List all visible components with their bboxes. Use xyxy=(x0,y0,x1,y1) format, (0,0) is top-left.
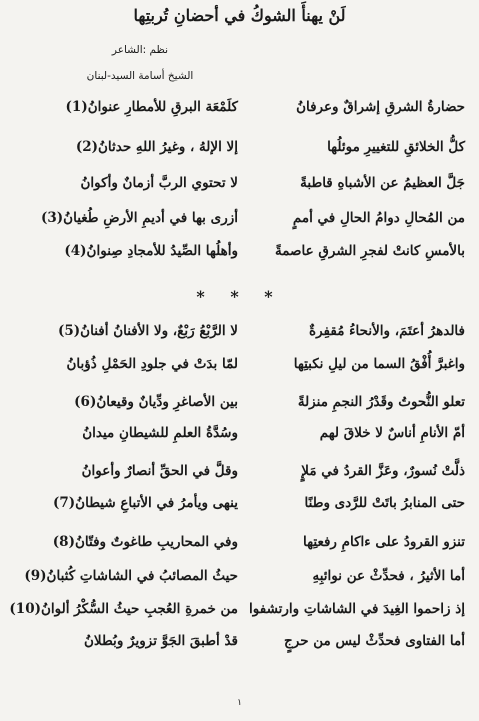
poem-title: لَنْ يهنأَ الشوكُ في أحضانِ تُربتِها xyxy=(133,6,346,25)
verse-left: من خمرةِ العُجبِ حيثُ السُّكْرُ ألوانُ(10) xyxy=(9,601,238,617)
verse-right: واغبرَّ أُفْقُ السما من ليلِ نكبتِها xyxy=(293,356,465,372)
verse-right: من المُحالِ دوامُ الحالِ في أممٍ xyxy=(292,210,465,226)
verse-right: فالدهرُ أعتَمَ، والأنحاءُ مُقفِرةٌ xyxy=(309,323,465,339)
poet-label: نظم :الشاعر xyxy=(111,44,169,56)
verse-left: ينهى ويأمرُ في الأتباعِ شيطانُ(7) xyxy=(52,495,238,511)
verse-right: أمّ الأنامِ أناسٌ لا خلاقَ لهم xyxy=(319,425,465,441)
verse-left: حيثُ المصائبُ في الشاشاتِ كُثبانُ(9) xyxy=(24,568,238,584)
verse-right: إذ زاحموا الغِيدَ في الشاشاتِ وارتشفوا xyxy=(249,601,465,617)
verse-left: أزرى بها في أديمِ الأرضِ طُغيانُ(3) xyxy=(41,210,238,226)
verse-right: تعلو النُّحوتُ وقَدْرُ النجمِ منزلةً xyxy=(297,394,465,410)
verse-right: كلُّ الخلائقِ للتغييرِ موئلُها xyxy=(327,139,465,155)
verse-left: وسُدَّةُ العلمِ للشيطانِ ميدانُ xyxy=(82,425,238,441)
stanza-separator: * * * xyxy=(196,287,283,306)
verse-right: حتى المنابرُ باتَتْ للرَّدى وطنًا xyxy=(304,495,465,511)
verse-right: ذلَّتْ نُسورٌ، وعَزَّ القردُ في مَلإٍ xyxy=(301,463,465,479)
verse-left: لا الرَّبْعُ رَبْعٌ، ولا الأفنانُ أفنانُ(5) xyxy=(58,323,238,339)
verse-left: بين الأصاغرِ ودِّيانٌ وقيعانُ(6) xyxy=(74,394,238,410)
verse-right: أما الأثيرُ ، فحدِّثْ عن نوائبِهِ xyxy=(312,568,465,584)
verse-left: إلا الإلهُ ، وغيرُ اللهِ حدثانُ(2) xyxy=(75,139,238,155)
verse-left: وقلَّ في الحقِّ أنصارٌ وأعوانُ xyxy=(81,463,238,479)
verse-left: كلَمْعَة البرقِ للأمطارِ عنوانُ(1) xyxy=(65,99,238,115)
page-number: ١ xyxy=(237,698,242,708)
verse-right: حضارةُ الشرقِ إشراقٌ وعرفانُ xyxy=(296,99,465,115)
verse-left: لمّا بدَتْ في جلودِ الحَمْلِ ذُؤبانُ xyxy=(66,356,238,372)
verse-right: تنزو القرودُ على ءاكامِ رفعتِها xyxy=(303,534,465,550)
verse-right: أما الفتاوى فحدِّثْ ليس من حرجٍ xyxy=(284,633,465,649)
verse-right: جَلَّ العظيمُ عن الأشباهِ قاطبةً xyxy=(300,175,465,191)
verse-left: لا تحتوي الربَّ أزمانٌ وأكوانُ xyxy=(80,175,238,191)
verse-right: بالأمسِ كانتْ لفجرِ الشرقِ عاصمةً xyxy=(275,243,465,259)
poet-name: الشيخ أسامة السيد-لبنان xyxy=(86,70,194,82)
verse-left: قدْ أطبقَ الجَوَّ تزويرٌ وبُطلانُ xyxy=(84,633,238,649)
verse-left: وأهلُها الصِّيدُ للأمجادِ صِنوانُ(4) xyxy=(64,243,238,259)
verse-left: وفي المحاريبِ طاغوتٌ وفتّانُ(8) xyxy=(52,534,238,550)
